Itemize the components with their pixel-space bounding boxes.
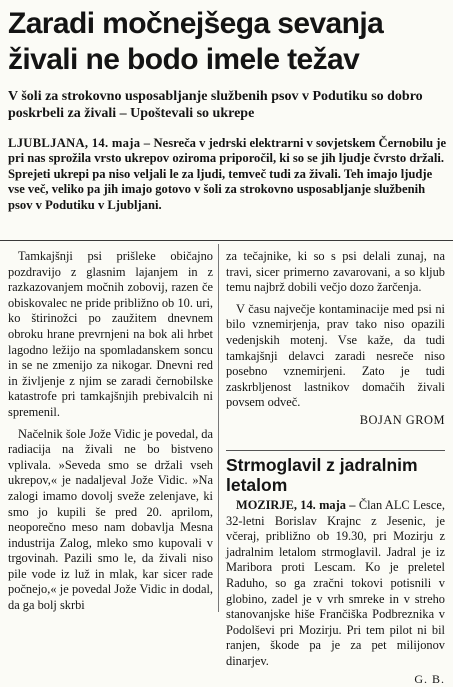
headline-line-1: Zaradi močnejšega sevanja [8,7,384,40]
headline [8,6,448,78]
right-column [226,249,445,429]
horizontal-rule [0,240,453,241]
dateline: LJUBLJANA, 14. maja – [8,136,151,150]
lead-paragraph [8,136,448,213]
brief-dateline: MOZIRJE, 14. maja – [236,498,356,512]
column-divider [218,244,219,612]
brief-headline: Strmoglavil z jadralnim letalom [226,455,418,495]
body-paragraph: V času največje kontaminacije med psi ni bilo vznemirjenja, prav tako niso opazili vedenjskih motenj. Vse kaže, da tudi tamkajšnji delavci zaradi nesreče niso posebno vznemirjeni. Zato je tudi zaskrbljenost lastnikov domačih živali povsem odveč. [226,301,445,410]
subtitle-deck: V šoli za strokovno usposabljanje službenih psov v Podutiku so dobro poskrbeli za živali – Upoštevali so ukrepe [8,89,423,121]
body-paragraph: za tečajnike, ki so s psi delali zunaj, na travi, sicer primerno zavarovani, a so kljub temu najbrž dobili večjo dozo žarčenja. [226,249,445,295]
brief-paragraph [226,498,445,670]
section-rule [226,450,445,451]
brief-column [226,498,445,687]
brief-text: Član ALC Lesce, 32-letni Borislav Krajnc z Jesenic, je včeraj, približno ob 19.30, pri Mozirju z jadralnim letalom strmoglavil. Jadral je iz Maribora proti Lescam. Ko je preletel Raduho, so ga zračni tokovi potisnili v globino, zadel je v vrh smreke in v streho stanovanjske hiše Frančiška Podbreznika v Podolševi pri Mozirju. Pri tem pilot ni bil ranjen, škode pa je za pet milijonov dinarjev. [226,498,445,668]
left-column [8,249,213,614]
headline-line-2: živali ne bodo imele težav [8,43,360,76]
brief-signature: G. B. [414,671,445,686]
lead-text: Nesreča v jedrski elektrarni v sovjetskem Černobilu je pri nas sprožila vrsto ukrepov oziroma priporočil, ki so se jih ljudje čvrsto držali. Sprejeti ukrepi pa niso veljali le za ljudi, temveč tudi za živali. Teh imajo ljudje vse več, veliko pa jih imajo gotovo v šoli za strokovno usposabljanje službenih psov v Podutiku v Ljubljani. [8,136,447,212]
body-paragraph: Načelnik šole Jože Vidic je povedal, da radiacija na živali ne bo bistveno vplivala. »Seveda smo se držali vseh ukrepov,« je nadaljeval Jože Vidic. »Na zalogi imamo dovolj sveže zelenjave, ki smo jo kupili še pred 20. aprilom, neoporečno meso nam dobavlja Mesna industrija Zalog, mleko smo kupovali v trgovinah. Pazili smo le, da živali niso pile vode iz luž in mlak, kar sicer rade počnejo,« je povedal Jože Vidic in dodal, da ga bolj skrbi [8,426,213,613]
body-paragraph: Tamkajšnji psi prišleke običajno pozdravijo z glasnim lajanjem in z razkazovanjem močnih zobovij, razen če obiskovalec ne pride približno ob 10. uri, ko štirinožci po zaužitem dnevnem obroku hrane prevrnjeni na bok ali hrbet lagodno ležijo na spomladanskem soncu in se ne zmenijo za nikogar. Dnevni red in življenje z njim se zaradi černobilske katastrofe pri tamkajšnjih prebivalcih ni spremenil. [8,249,213,419]
byline: BOJAN GROM [359,412,445,427]
